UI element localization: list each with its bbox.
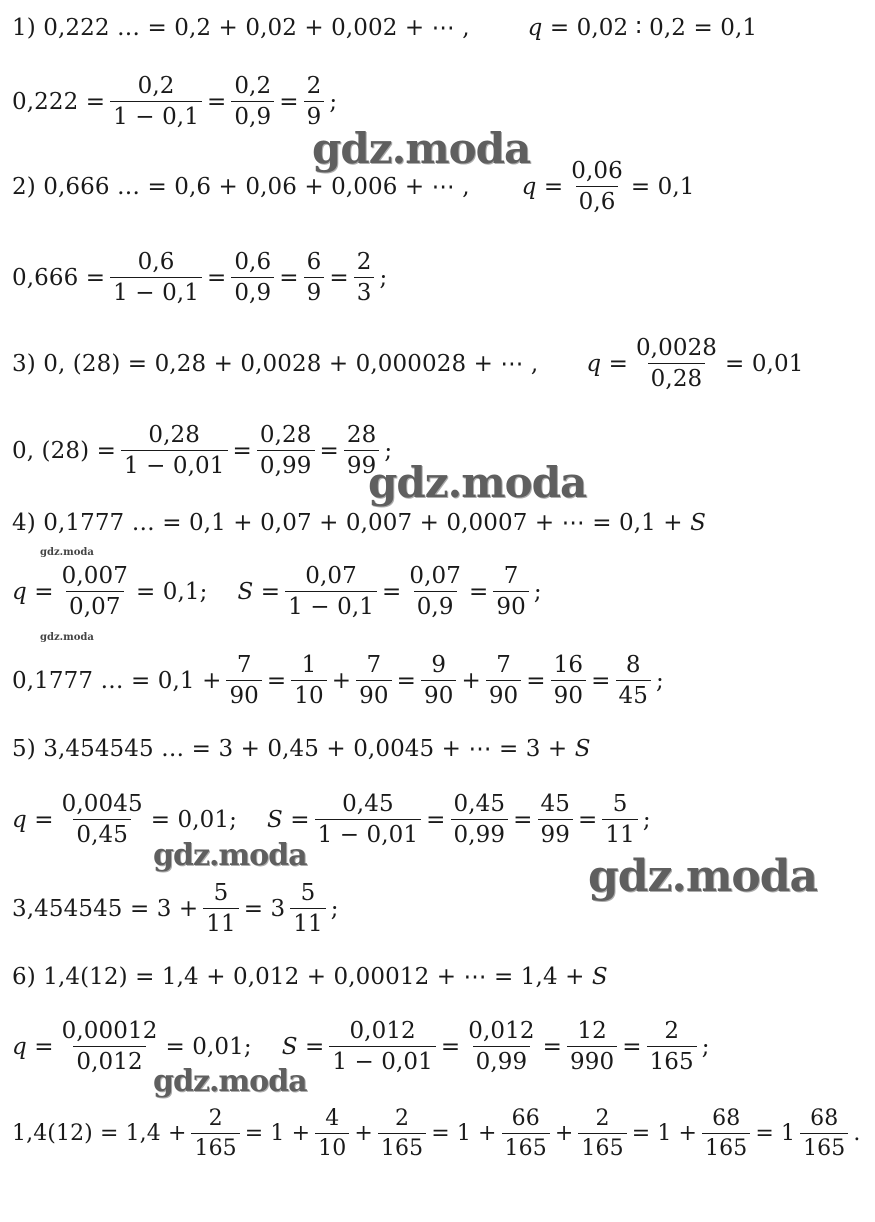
var-q: q xyxy=(586,350,602,377)
line-1 xyxy=(12,15,757,41)
line-5: 3) 0, (28) = 0,28 + 0,0028 + 0,000028 + ⋯ , q = $\frac{0,0028}{0,28}$ = 0,01 xyxy=(12,335,804,393)
line-10 xyxy=(12,736,591,762)
var-s: S xyxy=(574,736,591,762)
text: 4) 0,1777 … = 0,1 + 0,07 + 0,007 + 0,0007 + ⋯ = 0,1 + xyxy=(12,510,683,536)
watermark: gdz.moda xyxy=(368,458,587,507)
fraction: $\frac{2}{165}$ xyxy=(647,1018,697,1076)
text: 0, (28) = xyxy=(12,437,116,464)
line-8: q = $\frac{0,007}{0,07}$ = 0,1; S = $\frac{0,07}{1 - 0,1}$ = $\frac{0,07}{0,9}$ = $\frac{7}{90}$ ; xyxy=(12,563,542,621)
var-q: q xyxy=(521,173,537,200)
var-s: S xyxy=(237,578,254,605)
watermark: gdz.moda xyxy=(153,838,307,873)
fraction: $\frac{0,2}{1 - 0,1}$ xyxy=(110,73,202,131)
fraction: $\frac{0,6}{0,9}$ xyxy=(231,249,274,307)
fraction: $\frac{16}{90}$ xyxy=(551,652,586,710)
fraction: $\frac{7}{90}$ xyxy=(356,652,391,710)
fraction: $\frac{66}{165}$ xyxy=(502,1106,550,1162)
line-4: 0,666 = $\frac{0,6}{1 - 0,1}$ = $\frac{0,6}{0,9}$ = $\frac{6}{9}$ = $\frac{2}{3}$ ; xyxy=(12,249,388,307)
fraction: $\frac{0,2}{0,9}$ xyxy=(231,73,274,131)
line-13 xyxy=(12,964,608,990)
line-14: q = $\frac{0,00012}{0,012}$ = 0,01; S = $\frac{0,012}{1 - 0,01}$ = $\frac{0,012}{0,99}$ = $\frac{12}{990}$ = $\frac{2}{165}$ ; xyxy=(12,1018,710,1076)
fraction: $\frac{1}{10}$ xyxy=(291,652,326,710)
line-12: 3,454545 = 3 + $\frac{5}{11}$ = 3 $\frac{5}{11}$ ; xyxy=(12,880,339,938)
var-q: q xyxy=(12,578,27,605)
fraction: $\frac{5}{11}$ xyxy=(203,880,238,938)
fraction: $\frac{68}{165}$ xyxy=(702,1106,750,1162)
fraction: $\frac{0,012}{0,99}$ xyxy=(468,1018,535,1076)
text: 5) 3,454545 … = 3 + 0,45 + 0,0045 + ⋯ = 3 + xyxy=(12,736,568,762)
fraction: $\frac{0,6}{1 - 0,1}$ xyxy=(110,249,202,307)
var-q: q xyxy=(12,1033,27,1060)
fraction: $\frac{0,0028}{0,28}$ xyxy=(635,335,718,393)
var-s: S xyxy=(266,806,283,833)
fraction: $\frac{0,0045}{0,45}$ xyxy=(61,791,143,849)
text: 0,1777 … = 0,1 + xyxy=(12,667,222,694)
fraction: $\frac{0,07}{1 - 0,1}$ xyxy=(285,563,377,621)
fraction: $\frac{6}{9}$ xyxy=(304,249,325,307)
fraction: $\frac{2}{9}$ xyxy=(304,73,325,131)
fraction: $\frac{2}{165}$ xyxy=(378,1106,426,1162)
var-s: S xyxy=(281,1033,298,1060)
fraction: $\frac{2}{3}$ xyxy=(354,249,375,307)
line-11: q = $\frac{0,0045}{0,45}$ = 0,01; S = $\frac{0,45}{1 - 0,01}$ = $\frac{0,45}{0,99}$ = $\frac{45}{99}$ = $\frac{5}{11}$ ; xyxy=(12,791,651,849)
line-3: 2) 0,666 … = 0,6 + 0,06 + 0,006 + ⋯ , q = $\frac{0,06}{0,6}$ = 0,1 xyxy=(12,158,695,216)
fraction: $\frac{0,28}{0,99}$ xyxy=(257,422,315,480)
text: 3) 0, (28) = 0,28 + 0,0028 + 0,000028 + ⋯ , xyxy=(12,350,539,377)
var-s: S xyxy=(690,510,706,536)
fraction: $\frac{0,45}{0,99}$ xyxy=(451,791,509,849)
fraction: $\frac{7}{90}$ xyxy=(226,652,261,710)
text: 1,4(12) = 1,4 + xyxy=(12,1121,187,1147)
line-2: 0,222 = $\frac{0,2}{1 - 0,1}$ = $\frac{0,2}{0,9}$ = $\frac{2}{9}$ ; xyxy=(12,73,338,131)
line-6: 0, (28) = $\frac{0,28}{1 - 0,01}$ = $\frac{0,28}{0,99}$ = $\frac{28}{99}$ ; xyxy=(12,422,393,480)
fraction: $\frac{8}{45}$ xyxy=(616,652,651,710)
line-7 xyxy=(12,510,706,536)
fraction: $\frac{12}{990}$ xyxy=(567,1018,617,1076)
fraction: $\frac{0,28}{1 - 0,01}$ xyxy=(121,422,228,480)
text: 0,222 = xyxy=(12,88,106,115)
fraction: $\frac{0,00012}{0,012}$ xyxy=(61,1018,158,1076)
text: 2) 0,666 … = 0,6 + 0,06 + 0,006 + ⋯ , xyxy=(12,173,470,200)
fraction: $\frac{2}{165}$ xyxy=(191,1106,239,1162)
fraction: $\frac{4}{10}$ xyxy=(315,1106,349,1162)
var-q: q xyxy=(12,806,27,833)
text: 3,454545 = 3 + xyxy=(12,895,199,922)
watermark-small: gdz.moda xyxy=(40,632,94,643)
fraction: $\frac{68}{165}$ xyxy=(800,1106,848,1162)
fraction: $\frac{0,07}{0,9}$ xyxy=(409,563,461,621)
watermark: gdz.moda xyxy=(153,1064,307,1099)
fraction: $\frac{5}{11}$ xyxy=(602,791,637,849)
fraction: $\frac{0,012}{1 - 0,01}$ xyxy=(329,1018,436,1076)
fraction: $\frac{45}{99}$ xyxy=(538,791,573,849)
line-9: 0,1777 … = 0,1 + $\frac{7}{90}$ = $\frac{1}{10}$ + $\frac{7}{90}$ = $\frac{9}{90}$ + $\frac{7}{90}$ = $\frac{16}{90}$ = $\frac{8}{45}$ ; xyxy=(12,652,664,710)
watermark-small: gdz.moda xyxy=(40,547,94,558)
fraction: $\frac{0,007}{0,07}$ xyxy=(61,563,128,621)
fraction: $\frac{9}{90}$ xyxy=(421,652,456,710)
fraction: $\frac{2}{165}$ xyxy=(578,1106,626,1162)
fraction: $\frac{28}{99}$ xyxy=(344,422,379,480)
text: 6) 1,4(12) = 1,4 + 0,012 + 0,00012 + ⋯ = 1,4 + xyxy=(12,964,585,990)
var-q: q xyxy=(527,15,543,41)
watermark: gdz.moda xyxy=(312,124,531,173)
var-s: S xyxy=(591,964,608,990)
text: 0,666 = xyxy=(12,264,106,291)
text: = 0,02 ∶ 0,2 = 0,1 xyxy=(549,15,758,41)
fraction: $\frac{0,06}{0,6}$ xyxy=(571,158,623,216)
fraction: $\frac{7}{90}$ xyxy=(493,563,528,621)
fraction: $\frac{7}{90}$ xyxy=(486,652,521,710)
line-15: 1,4(12) = 1,4 + $\frac{2}{165}$ = 1 + $\frac{4}{10}$ + $\frac{2}{165}$ = 1 + $\frac{66}{165}$ + $\frac{2}{165}$ = 1 + $\frac{68}{165}$ = 1 $\frac{68}{165}$ . xyxy=(12,1106,861,1162)
fraction: $\frac{0,45}{1 - 0,01}$ xyxy=(315,791,422,849)
text: 1) 0,222 … = 0,2 + 0,02 + 0,002 + ⋯ , xyxy=(12,15,470,41)
fraction: $\frac{5}{11}$ xyxy=(290,880,325,938)
watermark: gdz.moda xyxy=(588,851,818,902)
